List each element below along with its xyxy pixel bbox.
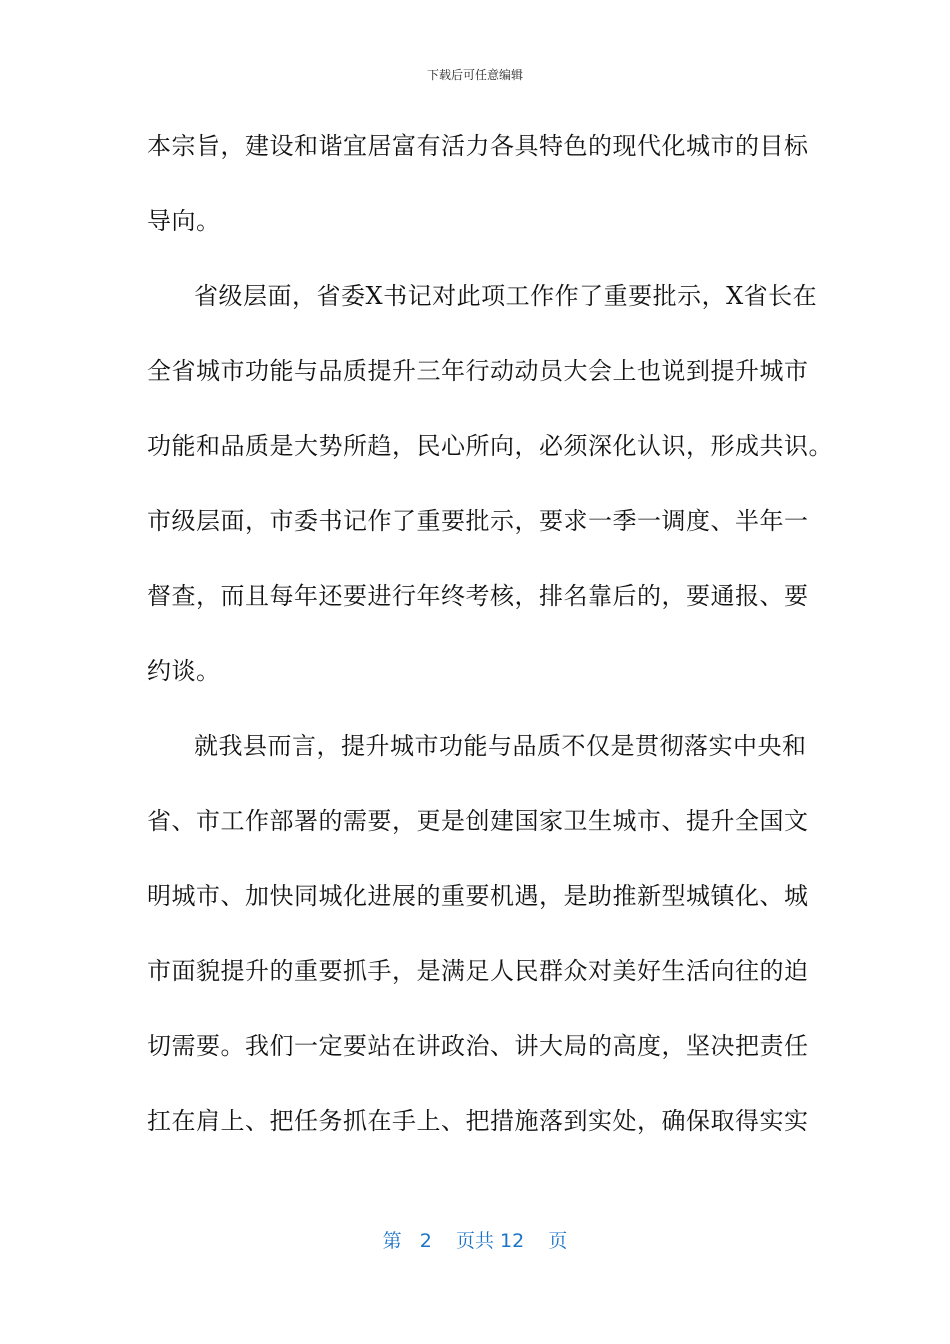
body-line: 省、市工作部署的需要，更是创建国家卫生城市、提升全国文 (147, 807, 809, 835)
body-line: 督查，而且每年还要进行年终考核，排名靠后的，要通报、要 (147, 582, 809, 610)
body-line: 省级层面，省委X书记对此项工作作了重要批示，X省长在 (194, 282, 818, 310)
body-line: 全省城市功能与品质提升三年行动动员大会上也说到提升城市 (147, 357, 809, 385)
body-line: 功能和品质是大势所趋，民心所向，必须深化认识，形成共识。 (147, 432, 833, 460)
total-pages-number: 12 (500, 1230, 525, 1252)
body-line: 切需要。我们一定要站在讲政治、讲大局的高度，坚决把责任 (147, 1032, 809, 1060)
body-line: 约谈。 (147, 657, 221, 685)
header-note: 下载后可任意编辑 (426, 68, 523, 82)
body-line: 本宗旨，建设和谐宜居富有活力各具特色的现代化城市的目标 (147, 132, 809, 160)
body-line: 导向。 (147, 207, 221, 235)
page-label-suffix: 页 (548, 1230, 568, 1252)
body-line: 就我县而言，提升城市功能与品质不仅是贯彻落实中央和 (194, 732, 807, 760)
page-label-prefix: 第 (382, 1230, 402, 1252)
body-line: 市面貌提升的重要抓手，是满足人民群众对美好生活向往的迫 (147, 957, 809, 985)
page-label-middle: 页共 (455, 1230, 494, 1252)
body-line: 明城市、加快同城化进展的重要机遇，是助推新型城镇化、城 (147, 882, 809, 910)
page-footer (0, 1226, 950, 1253)
current-page-number: 2 (419, 1230, 432, 1252)
body-line: 扛在肩上、把任务抓在手上、把措施落到实处，确保取得实实 (147, 1107, 809, 1135)
body-line: 市级层面，市委书记作了重要批示，要求一季一调度、半年一 (147, 507, 809, 535)
